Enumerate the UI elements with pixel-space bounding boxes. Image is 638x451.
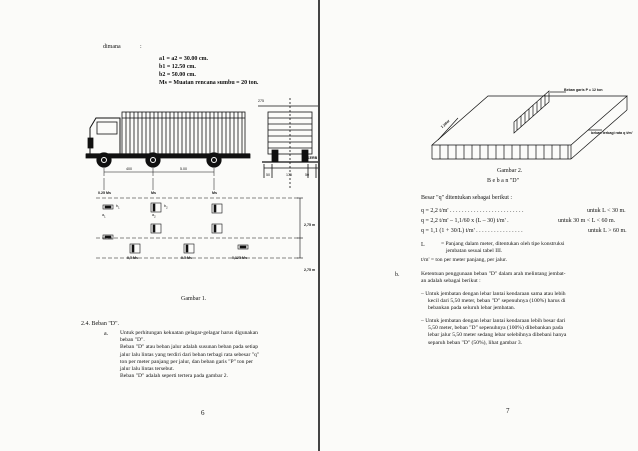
item-a-line: Beban "D" atau beban jalur adalah susunan beban pada setiap xyxy=(120,344,258,351)
dim-50b-label: 50 xyxy=(305,173,309,177)
load-d-figure xyxy=(320,0,638,451)
b2-label: $b_2$ xyxy=(164,204,168,210)
line-load-label: Beban garis P = 12 ton xyxy=(564,88,603,92)
bullet-2-line: lebar jalur 5,50 meter sedang lebar selebihnya dibebani hanya xyxy=(428,332,567,339)
dim-400-label: 400 xyxy=(126,167,132,171)
formula-1-left: q = 2,2 t/m' . . . . . . . . . . . . . . . . . . . . . . . . . xyxy=(421,208,524,214)
kerb-label: KERB xyxy=(307,156,318,160)
lane-label: 1 jalur xyxy=(440,118,451,129)
equation-ms: Ms = Muatan rencana sumbu = 20 ton. xyxy=(159,80,259,86)
item-a-line: Untuk perhitungan kekuatan gelagar-gelagar harus digunakan xyxy=(120,330,258,336)
page-number-right: 7 xyxy=(506,407,510,415)
def-t-text: t/m' = ton per meter panjang, per jalur. xyxy=(421,257,508,263)
formula-1-right: untuk L < 30 m. xyxy=(587,208,626,214)
item-a-marker: a. xyxy=(104,331,109,337)
dim-275-label: 275 xyxy=(258,99,264,103)
item-a-line: jalur lalu lintas tersebut. xyxy=(120,366,175,373)
def-l-line: jembatan sesuai tabel III. xyxy=(446,248,503,255)
bullet-2 xyxy=(421,318,636,347)
dimana-label: dimana xyxy=(103,44,121,50)
def-l-line: = Panjang dalam meter, ditentukan oleh tipe konstruksi xyxy=(441,241,565,247)
formula-2-left: q = 2,2 t/m' – 1,1/60 x (L – 30) t/m' . xyxy=(421,218,509,224)
load-ms-label-2: Ms xyxy=(212,191,217,195)
equation-b2: b2 = 50.00 cm. xyxy=(159,72,196,78)
dim-175-label: 175 xyxy=(286,173,292,177)
item-a-line: jalur lalu lintas yang terdiri dari beban terbagi rata sebesar "q" xyxy=(120,351,260,358)
figure-2-title: B e b a n "D" xyxy=(487,178,520,184)
def-l-marker: L xyxy=(421,242,425,248)
item-b-marker: b. xyxy=(395,272,400,278)
equation-a: a1 = a2 = 30.00 cm. xyxy=(159,56,208,62)
formula-3-left: q = 1,1 (1 + 30/L) t/m' . . . . . . . . . . . . . . . . xyxy=(421,228,523,234)
item-a-line: Beban "D" adalah seperti tertera pada gambar 2. xyxy=(120,373,229,380)
item-b-line: Ketentuan penggunaan beban "D" dalam arah melintang jembat- xyxy=(421,271,566,277)
b1-label: $b_1$ xyxy=(116,204,120,210)
q-intro: Besar "q" ditentukan sebagai berikut : xyxy=(421,195,513,201)
bullet-1 xyxy=(421,291,636,313)
left-page xyxy=(0,0,318,451)
item-b-text xyxy=(421,271,636,285)
page-number-left: 6 xyxy=(201,409,205,417)
bottom-load-a: 0,5 Ms xyxy=(127,256,138,260)
a2-label: $a_2$ xyxy=(152,213,156,219)
section-heading-2-4: 2.4. Beban "D". xyxy=(81,321,120,327)
a1-label: $a_1$ xyxy=(102,213,106,219)
item-a-line: beban "D". xyxy=(120,337,145,344)
def-l-text xyxy=(441,241,636,255)
item-b-line: an adalah sebagai berikut : xyxy=(421,278,481,285)
bottom-load-c: 0,125 Ms xyxy=(232,256,247,260)
dim-275m-label-1: 2,75 m xyxy=(304,223,316,227)
bottom-load-b: 0.5 Ms xyxy=(181,256,192,260)
dim-275m-label-2: 2,75 m xyxy=(304,268,316,272)
bullet-2-line: separuh beban "D" (50%), lihat gambar 3. xyxy=(428,339,523,346)
distributed-load-label: beban terbagi rata q t/m' xyxy=(591,131,633,135)
dim-50a-label: 50 xyxy=(266,173,270,177)
bullet-1-line: bebankan pada seluruh lebar jembatan. xyxy=(428,305,516,312)
dim-500-label: 5.00 xyxy=(180,167,187,171)
figure-2-caption: Gambar 2. xyxy=(497,168,523,174)
equation-b1: b1 = 12.50 cm. xyxy=(159,64,196,70)
bullet-1-line: – Untuk jembatan dengan lebar lantai kendaraan sama atau lebih xyxy=(421,291,566,297)
truck-load-figure xyxy=(0,0,318,451)
bullet-2-line: 5,50 meter, beban "D" sepenuhnya (100%) dibebankan pada xyxy=(428,325,563,332)
load-025ms-label: 0.25 Ms xyxy=(98,191,111,195)
item-a-text xyxy=(120,330,318,380)
bullet-1-line: kecil dari 5,50 meter, beban "D" sepenuhnya (100%) harus di xyxy=(428,298,566,305)
bullet-2-line: – Untuk jembatan dengan lebar lantai kendaraan lebih besar dari xyxy=(421,318,566,324)
right-page xyxy=(320,0,638,451)
item-a-line: ton per meter panjang per jalur, dan beban garis "P" ton per xyxy=(120,358,253,365)
formula-2-right: untuk 30 m < L < 60 m. xyxy=(558,218,616,224)
formula-3-right: untuk L > 60 m. xyxy=(588,228,627,234)
dimana-colon: : xyxy=(140,44,142,50)
load-ms-label-1: Ms xyxy=(151,191,156,195)
figure-1-caption: Gambar 1. xyxy=(181,296,207,302)
